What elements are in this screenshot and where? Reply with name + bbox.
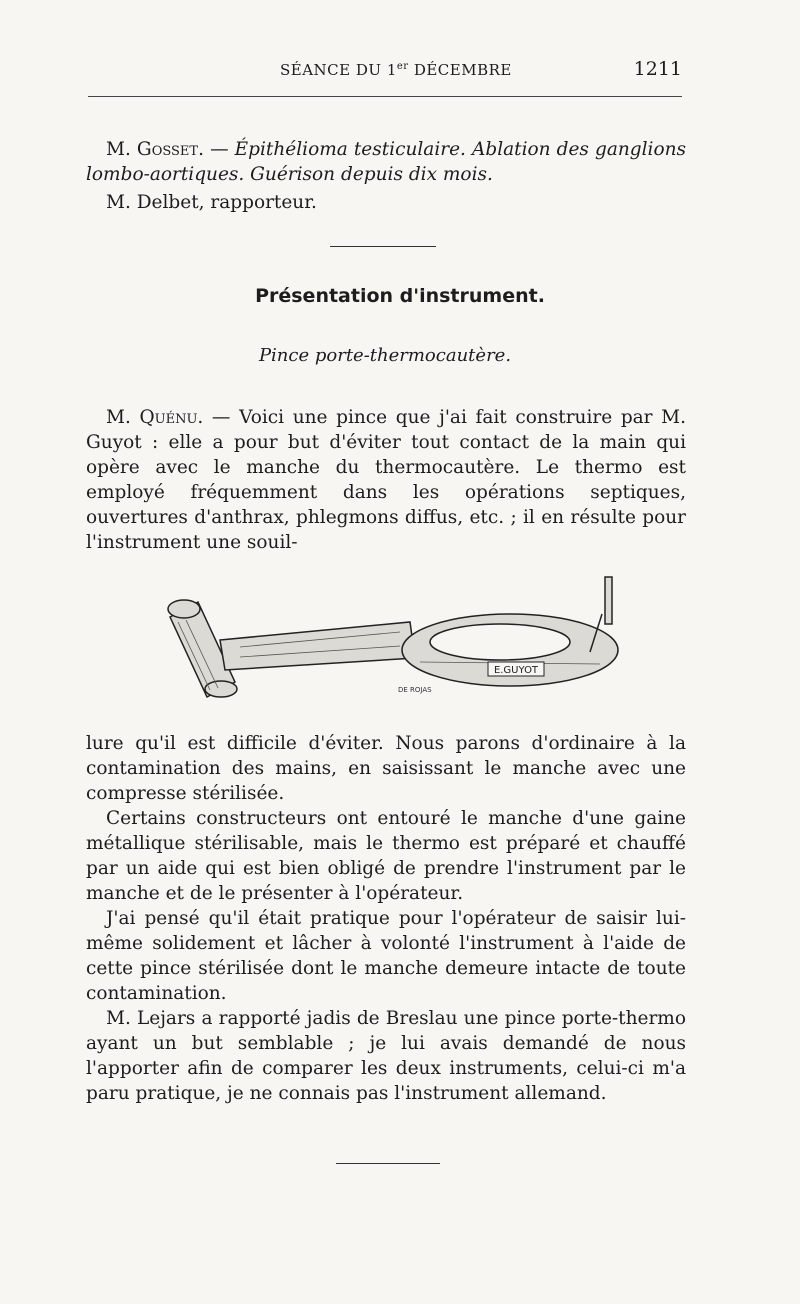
instrument-illustration xyxy=(150,562,630,712)
paragraph-4: M. Lejars a rapporté jadis de Breslau une pince porte-thermo ayant un but semblable ; je lui avais demandé de nous l'apporter afin de comparer les deux instruments, celui-ci m'a paru pratique, je ne connais pas l'instrument allemand. xyxy=(86,1008,686,1104)
section-title: Présentation d'instrument. xyxy=(255,285,545,307)
entry-rapporteur: M. Delbet, rapporteur. xyxy=(106,192,317,213)
paragraph-1: M. Quénu. — Voici une pince que j'ai fait construire par M. Guyot : elle a pour but d'éviter tout contact de la main qui opère avec le manche du thermocautère. Le thermo est employé fréquemment dans les opérations septiques, ouvertures d'anthrax, phlegmons diffus, etc. ; il en résulte pour l'instrument une souil- xyxy=(86,407,686,553)
entry-title: Épithélioma testiculaire. Ablation des ganglions lombo-aortiques. Guérison depuis dix mois. xyxy=(86,139,687,185)
engraver-signature: DE ROJAS xyxy=(398,686,432,694)
section-divider xyxy=(330,246,436,247)
communication-entry: M. Gosset. — Épithélioma testiculaire. Ablation des ganglions lombo-aortiques. Guérison depuis dix mois. M. Delbet, rapporteur. xyxy=(86,139,687,213)
paragraph-3: J'ai pensé qu'il était pratique pour l'opérateur de saisir lui-même solidement et lâcher à volonté l'instrument à l'aide de cette pince stérilisée dont le manche demeure intacte de toute contamination. xyxy=(86,908,686,1004)
maker-stamp: E.GUYOT xyxy=(493,665,539,676)
header-rule xyxy=(88,96,682,97)
running-title: SÉANCE DU 1er DÉCEMBRE xyxy=(280,61,512,79)
running-header xyxy=(88,58,682,88)
body-text xyxy=(86,731,686,1106)
page-number: 1211 xyxy=(633,58,682,80)
entry-author: M. Gosset. xyxy=(106,139,204,160)
speaker-name: M. Quénu. xyxy=(106,407,204,428)
paragraph-2: Certains constructeurs ont entouré le manche d'une gaine métallique stérilisable, mais le thermo est préparé et chauffé par un aide qui est bien obligé de prendre l'instrument par le manche et de le présenter à l'opérateur. xyxy=(86,808,686,904)
end-rule xyxy=(336,1163,440,1164)
section-subtitle: Pince porte-thermocautère. xyxy=(258,345,512,366)
paragraph-1-continued: lure qu'il est difficile d'éviter. Nous parons d'ordinaire à la contamination des mains, en saisissant le manche avec une compresse stérilisée. xyxy=(86,733,686,804)
